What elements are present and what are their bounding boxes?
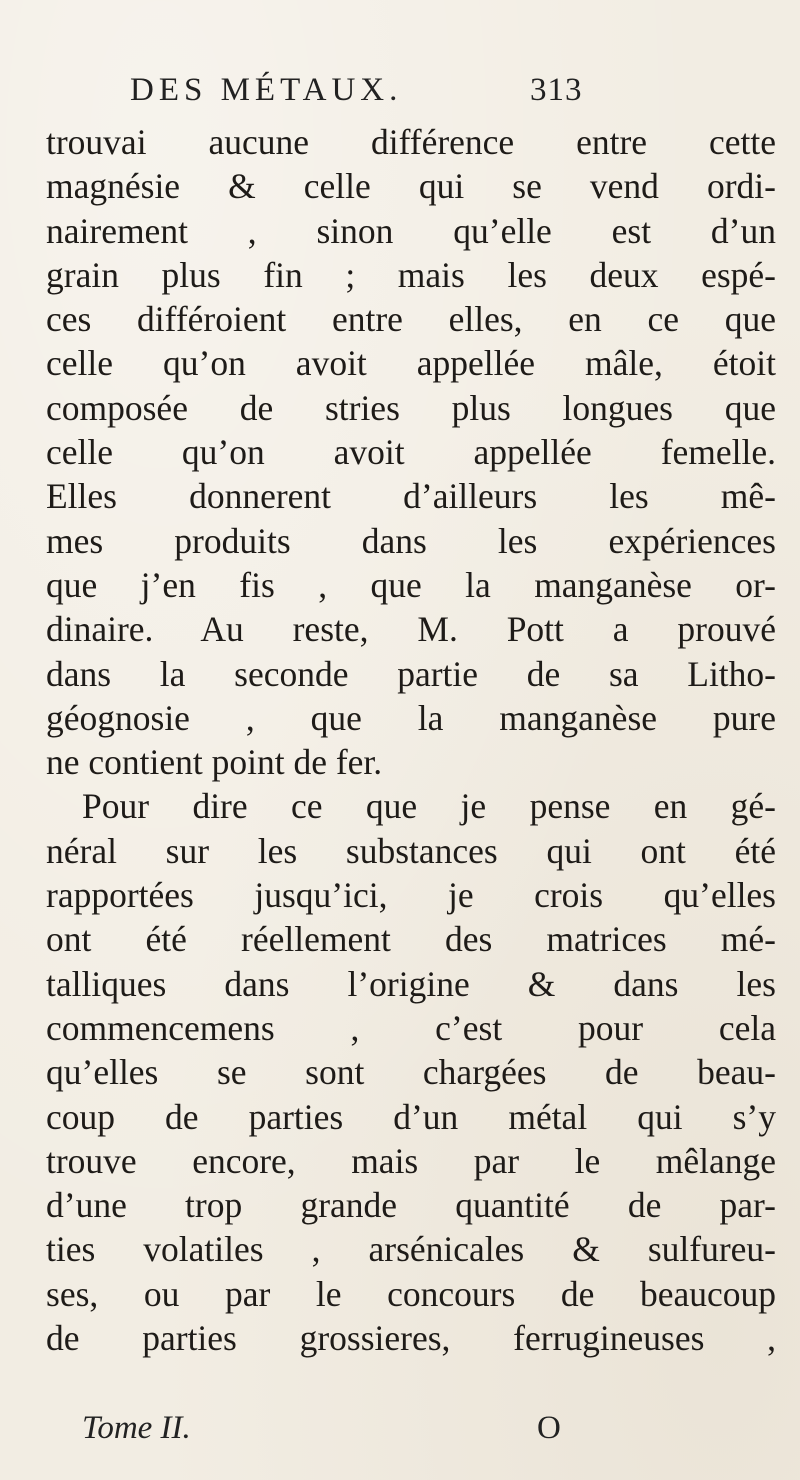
volume-signature: Tome II. [82,1410,191,1446]
signature-mark: O [537,1410,561,1446]
text-line: dinaire. Au reste, M. Pott a prouvé [46,609,776,650]
text-line: talliques dans l’origine & dans les [46,963,776,1004]
text-line: grain plus fin ; mais les deux espé- [46,254,776,295]
text-line: rapportées jusqu’ici, je crois qu’elles [46,875,776,916]
text-line: coup de parties d’un métal qui s’y [46,1096,776,1137]
body-text [46,120,776,1360]
text-line: d’une trop grande quantité de par- [46,1185,776,1226]
text-line: qu’elles se sont chargées de beau- [46,1052,776,1093]
text-line: composée de stries plus longues que [46,387,776,428]
text-line: nairement , sinon qu’elle est d’un [46,210,776,251]
text-line: Pour dire ce que je pense en gé- [82,786,776,827]
text-line: Elles donnerent d’ailleurs les mê- [46,476,776,517]
text-line: mes produits dans les expériences [46,520,776,561]
text-line: que j’en fis , que la manganèse or- [46,564,776,605]
text-line: néral sur les substances qui ont été [46,830,776,871]
text-line: trouvai aucune différence entre cette [46,122,776,162]
text-line: ne contient point de fer. [46,742,383,783]
text-line: magnésie & celle qui se vend ordi- [46,166,776,207]
text-line: ont été réellement des matrices mé- [46,919,776,960]
text-line: de parties grossieres, ferrugineuses , [46,1318,776,1359]
text-line: trouve encore, mais par le mêlange [46,1140,776,1181]
text-line: celle qu’on avoit appellée femelle. [46,432,776,473]
text-line: dans la seconde partie de sa Litho- [46,653,776,694]
text-line: ses, ou par le concours de beaucoup [46,1273,776,1314]
page-number: 313 [530,72,583,108]
text-line: ces différoient entre elles, en ce que [46,299,776,340]
running-title: DES MÉTAUX. [130,72,403,108]
text-line: ties volatiles , arsénicales & sulfureu- [46,1229,776,1270]
text-line: commencemens , c’est pour cela [46,1007,776,1048]
signature-line [82,1410,602,1454]
text-line: celle qu’on avoit appellée mâle, étoit [46,343,776,384]
running-head [130,72,630,116]
text-line: géognosie , que la manganèse pure [46,697,776,738]
